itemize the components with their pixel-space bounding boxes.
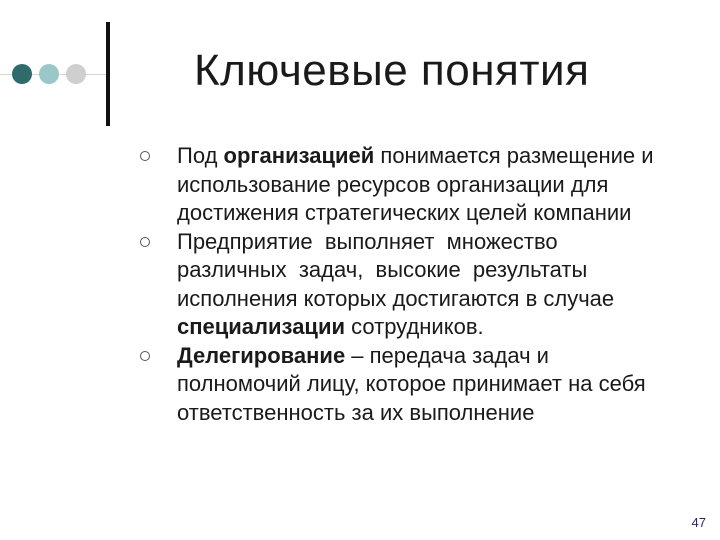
bullet-item <box>140 342 660 428</box>
bullet-list <box>140 142 660 427</box>
bullet-ring-icon <box>140 351 150 361</box>
bullet-item <box>140 142 660 228</box>
page-number: 47 <box>691 515 706 530</box>
slide-title: Ключевые понятия <box>194 46 590 95</box>
bullet-text: Делегирование – передача задач и полномочий лицу, которое принимает на себя ответственность за их выполнение <box>177 342 646 425</box>
dot-icon-light <box>66 64 86 84</box>
dot-icon-mid <box>39 64 59 84</box>
bullet-text: Предприятие выполняет множество различных задач, высокие результаты исполнения которых достигаются в случае специализации сотрудников. <box>177 228 621 339</box>
bullet-ring-icon <box>140 151 150 161</box>
bullet-ring-icon <box>140 237 150 247</box>
bullet-text: Под организацией понимается размещение и использование ресурсов организации для достижения стратегических целей компании <box>177 143 654 225</box>
dot-icon-dark <box>12 64 32 84</box>
title-divider <box>106 22 110 126</box>
decorative-dots <box>12 64 86 84</box>
bullet-item <box>140 228 660 342</box>
